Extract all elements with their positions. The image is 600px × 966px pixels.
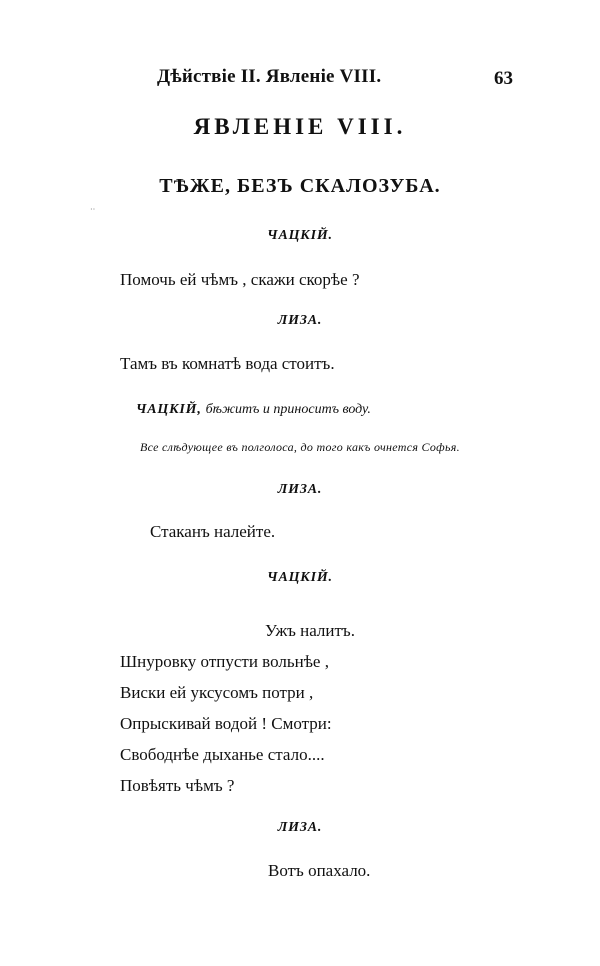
speaker-chatsky: ЧАЦКІЙ. — [267, 228, 333, 243]
stage-text: бѣжитъ и приноситъ воду. — [205, 402, 371, 417]
speaker-liza: ЛИЗА. — [277, 313, 323, 328]
dialogue-line: Опрыскивай водой ! Смотри: — [120, 714, 332, 733]
print-speck: ·· — [90, 205, 96, 214]
scene-title: ЯВЛЕНІЕ VIII. — [193, 114, 407, 139]
scene-subtitle: ТѢЖЕ, БЕЗЪ СКАЛОЗУБА. — [159, 175, 441, 197]
speaker-liza: ЛИЗА. — [277, 482, 323, 497]
speaker-liza: ЛИЗА. — [277, 820, 323, 835]
dialogue-line: Тамъ въ комнатѣ вода стоитъ. — [120, 354, 335, 373]
dialogue-line: Стаканъ налейте. — [150, 522, 276, 541]
dialogue-line: Повѣять чѣмъ ? — [120, 776, 235, 795]
stage-speaker: ЧАЦКІЙ, — [136, 402, 202, 417]
dialogue-line: Виски ей уксусомъ потри , — [120, 683, 314, 702]
dialogue-line: Вотъ опахало. — [268, 861, 371, 880]
dialogue-line: Свободнѣе дыханье стало.... — [120, 745, 325, 764]
dialogue-line: Шнуровку отпусти вольнѣе , — [120, 652, 329, 671]
dialogue-line: Ужъ налитъ. — [265, 621, 355, 640]
speaker-chatsky: ЧАЦКІЙ. — [267, 570, 333, 585]
aside-note: Все слѣдующее въ полголоса, до того какъ очнется Софья. — [140, 440, 460, 454]
running-head: Дѣйствіе II. Явленіе VIII. — [157, 66, 382, 87]
stage-direction — [136, 400, 371, 418]
dialogue-line: Помочь ей чѣмъ , скажи скорѣе ? — [120, 270, 360, 289]
page-number: 63 — [494, 68, 513, 89]
